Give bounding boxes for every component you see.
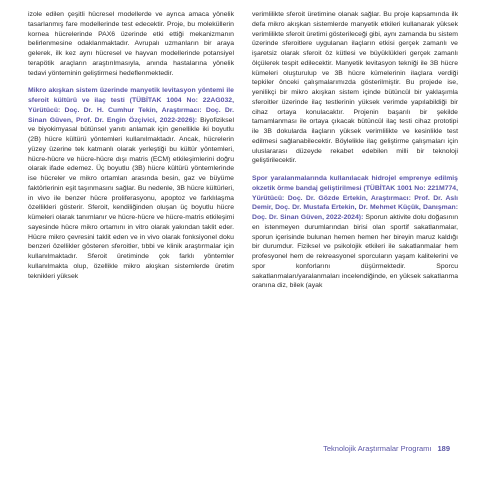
left-column: [28, 10, 234, 281]
footer-program-title: Teknolojik Araştırmalar Programı: [323, 444, 432, 453]
paragraph-levitation-continued: verimlilikte sferoit üretimine olanak sağlar. Bu proje kapsamında ilk defa mikro akışkan sistemlerde manyetik etkileri kullanarak yüksek verimlilikte sferoit üretimi gösterileceği gibi, aynı zamanda bu sistem üzerinde sferoitlere uygulanan ilaçların etkisi gerçek zamanlı ve işaretsiz olarak sferoit öz kütlesi ve büyüklükleri gerçek zamanlı ölçülerek tespit edilecektir. Manyetik levitasyon tekniği ile 3B hücre kümeleri oluşturulup ve 3B hücre kümelerinin ilaçlara verdiği tepkiler önceki çalışmalarımızda gösterilmiştir. Bu projede ise, yenilikçi bir mikro akışkan sistem içinde bütüncül bir yaklaşımla sferoitler üzerinde ilaç testlerinin yüksek verimde yapılabildiği bir cihaz ortaya konulacaktır. Projenin başarılı bir şekilde tamamlanması ile ortaya çıkacak bütüncül ilaç testi cihaz prototipi ile 3B dokularda ilaçların yüksek verimlilikte ve kesinlikle test edilmesi sağlanabilecektir. Böylelikle ilaç geliştirme çalışmaları için uluslararası düzeyde rekabet edebilen milli bir teknoloji geliştirilecektir.: [252, 11, 458, 165]
right-column: [252, 10, 458, 291]
page-footer: [323, 444, 450, 453]
paragraph-intro: izole edilen çeşitli hücresel modellerde ve ayrıca amaca yönelik tasarlanmış fare modellerinde test edecektir. Proje, bu moleküllerin kornea hücrelerinde PAX6 üzerinde etki ettiği mekanizmanın belirlenmesine odaklanmaktadır. Avrupalı uzmanların bir araya gelerek, ilk kez aynı hücresel ve hayvan modellerinde potansiyel terapötik araçların araştırılmasıyla, anında hastalarına yönelik tedavi yönteminin geliştirmesi hedeflenmektedir.: [28, 11, 234, 77]
project-body-bandage: Sporun aktivite dolu doğasının en istenmeyen durumlarından birisi olan sportif sakatlanmalar, sporun içerisinde bulunan hemen hemen her bireyin maruz kaldığı bir durumdur. Fiziksel ve psikolojik etkileri ile sakatlanmalar hem profesyonel hem de rekreasyonel sporcuların yaşam kalitelerini ve spor konforlarını düşürmektedir. Sporcu sakatlanmaları/yaralanmaları incelendiğinde, en yüksek sakatlanma oranına diz, bilek (ayak: [252, 214, 458, 290]
project-heading-bandage: Spor yaralanmalarında kullanılacak hidrojel emprenye edilmiş okzetik örme bandaj geliştirilmesi (TÜBİTAK 1001 No: 221M774, Yürütücü: Doç. Dr. Gözde Ertekin, Araştırmacı: Prof. Dr. Aslı Demir, Doç. Dr. Mustafa Ertekin, Dr. Mehmet Küçük, Danışman: Doç. Dr. Sinan Güven, 2022-2024):: [252, 175, 459, 221]
project-body-levitation: Biyofiziksel ve biyokimyasal bütünsel yanıtı anlamak için genellikle iki boyutlu (2B) hücre kültürü yöntemleri kullanılmaktadır. Ancak, hücrelerin yüzey üzerine tek katmanlı olarak yerleştiği bu kültür yöntemleri, hücre-hücre ve hücre-hücre dışı matris (ECM) etkileşimlerini doğru olarak ifade edemez. Üç boyutlu (3B) hücre kültürü yöntemlerinde ise hücreler ve mikro ortamları arasında besin, gaz ve büyüme faktörlerinin eşit taşınmasını sağlar. Bu nedenle, 3B hücre kültürleri, in vivo ile benzer hücre proliferasyonu, apoptoz ve farklılaşma özellikleri gösterir. Sferoit, kendiliğinden oluşan üç boyutlu hücre kümeleri olarak tanımlanır ve hücre-hücre ve hücre-matris etkileşimi sayesinde hücre mikro ortamını in vitro olarak yakından taklit eder. Hücre mikro çevresini taklit eden ve in vivo olarak fonksiyonel doku benzeri özellikler gösteren sferoitler, tıbbi ve klinik araştırmalar için kullanılmaktadır. Sferoit üretiminde çok farklı yöntemler kullanılmakta olup, özellikle mikro akışkan sistemlerde üretim teknikleri yüksek: [28, 116, 235, 280]
project-heading-levitation: Mikro akışkan sistem üzerinde manyetik levitasyon yöntemi ile sferoit kültürü ve ilaç testi (TÜBİTAK 1004 No: 22AG032, Yürütücü: Doç. Dr. H. Cumhur Tekin, Araştırmacı: Doç. Dr. Sinan Güven, Prof. Dr. Engin Özçivici, 2022-2026):: [28, 87, 234, 124]
page-number: 189: [437, 444, 450, 453]
paragraph-project-bandage: [252, 174, 458, 291]
paragraph-project-levitation: [28, 86, 234, 281]
